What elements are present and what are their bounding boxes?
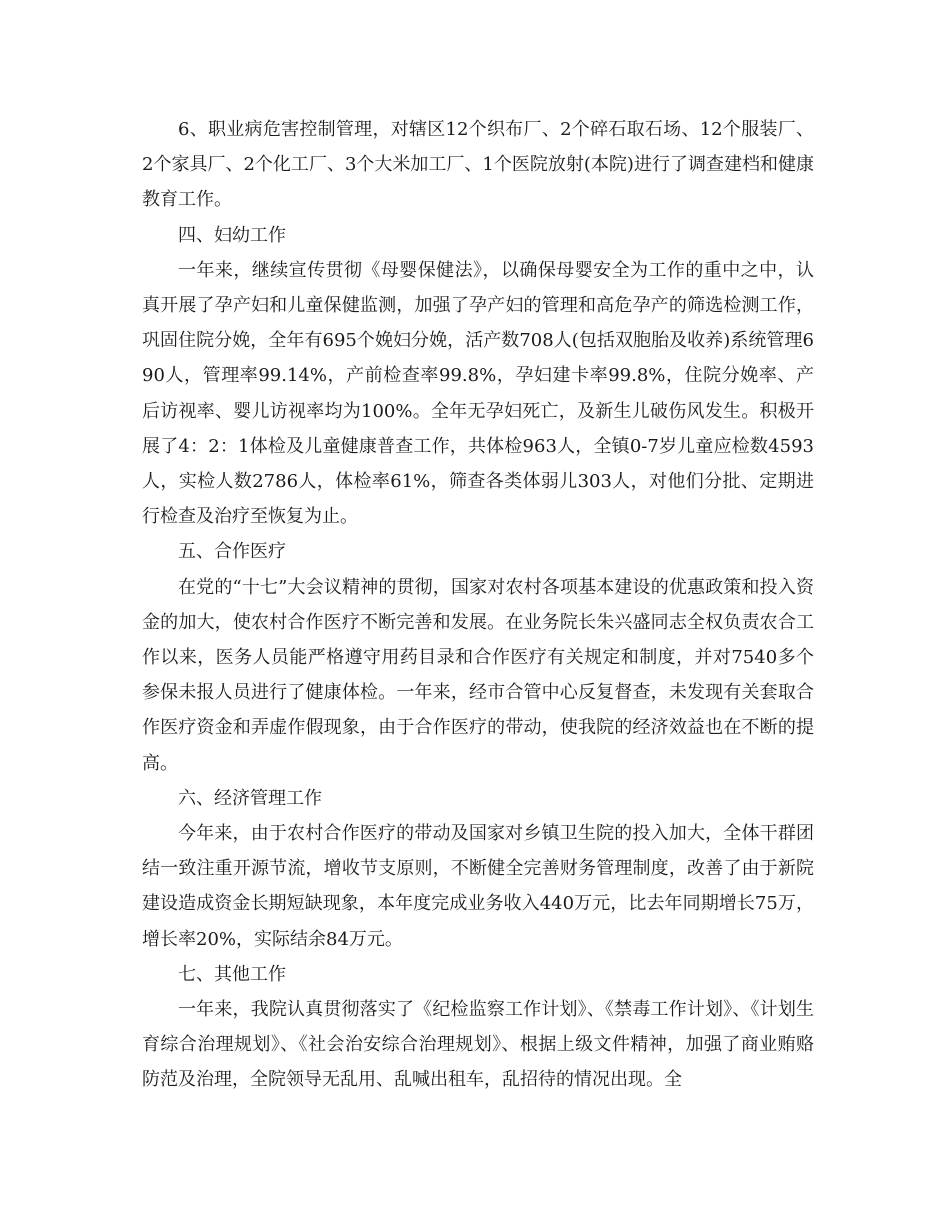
section-heading-cooperative-medical: 五、合作医疗 (178, 541, 286, 563)
paragraph-maternal-child: 一年来，继续宣传贯彻《母婴保健法》，以确保母婴安全为工作的重中之中，认真开展了孕产妇和儿童保健监测，加强了孕产妇的管理和高危孕产的筛选检测工作，巩固住院分娩，全年有695个娩妇分娩，活产数708人(包括双胞胎及收养)系统管理690人，管理率99.14%，产前检查率99.8%，孕妇建卡率99.8%，住院分娩率、产后访视率、婴儿访视率均为100%。全年无孕妇死亡，及新生儿破伤风发生。积极开展了4：2：1体检及儿童健康普查工作，共体检963人，全镇0-7岁儿童应检数4593人，实检人数2786人，体检率61%，筛查各类体弱儿303人，对他们分批、定期进行检查及治疗至恢复为止。 (142, 259, 814, 528)
section-heading-other-work: 七、其他工作 (178, 963, 286, 985)
paragraph-economic-management: 今年来，由于农村合作医疗的带动及国家对乡镇卫生院的投入加大，全体干群团结一致注重开源节流，增收节支原则，不断健全完善财务管理制度，改善了由于新院建设造成资金长期短缺现象，本年度完成业务收入440万元，比去年同期增长75万，增长率20%，实际结余84万元。 (142, 823, 814, 950)
document-page (142, 112, 814, 1098)
section-heading-maternal-child: 四、妇幼工作 (178, 224, 286, 246)
paragraph-other-work: 一年来，我院认真贯彻落实了《纪检监察工作计划》、《禁毒工作计划》、《计划生育综合治理规划》、《社会治安综合治理规划》、根据上级文件精神，加强了商业贿赂防范及治理，全院领导无乱用、乱喊出租车，乱招待的情况出现。全 (142, 999, 814, 1091)
paragraph-occupational-hazard: 6、职业病危害控制管理，对辖区12个织布厂、2个碎石取石场、12个服装厂、2个家具厂、2个化工厂、3个大米加工厂、1个医院放射(本院)进行了调查建档和健康教育工作。 (142, 119, 814, 211)
paragraph-cooperative-medical: 在党的“十七”大会议精神的贯彻，国家对农村各项基本建设的优惠政策和投入资金的加大，使农村合作医疗不断完善和发展。在业务院长朱兴盛同志全权负责农合工作以来，医务人员能严格遵守用药目录和合作医疗有关规定和制度，并对7540多个参保未报人员进行了健康体检。一年来，经市合管中心反复督查，未发现有关套取合作医疗资金和弄虚作假现象，由于合作医疗的带动，使我院的经济效益也在不断的提高。 (142, 576, 814, 774)
section-heading-economic-management: 六、经济管理工作 (178, 787, 322, 809)
